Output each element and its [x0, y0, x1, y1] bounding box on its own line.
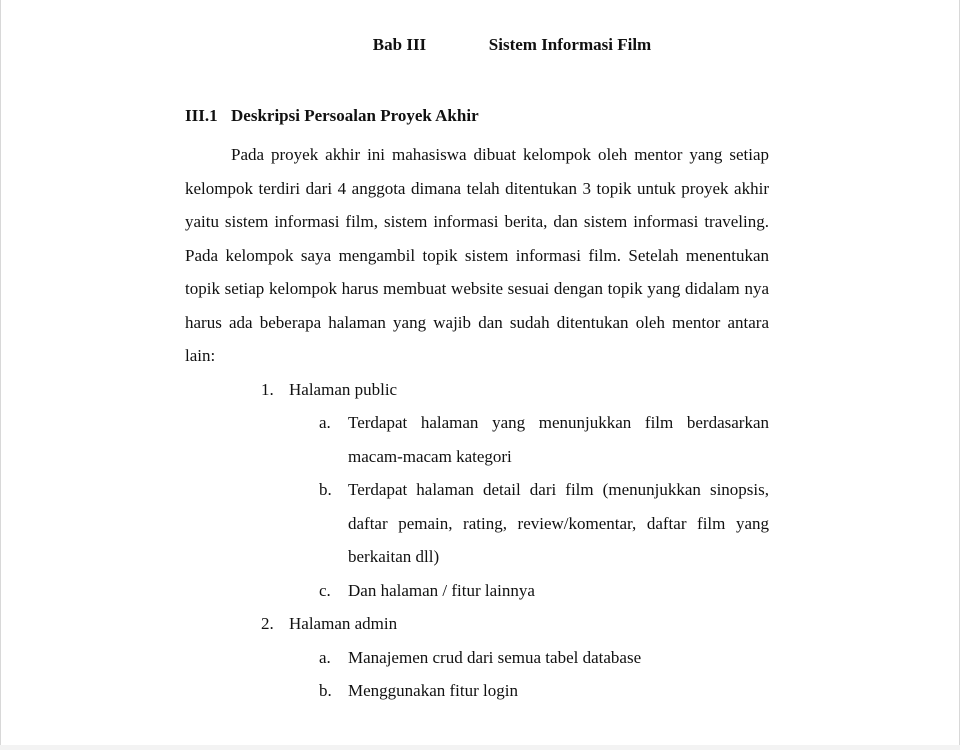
- requirements-list: [185, 373, 769, 708]
- sublist-item: [185, 574, 769, 608]
- list-marker: 1.: [261, 379, 274, 399]
- sublist-item: [185, 641, 769, 675]
- sublist-item-text: Manajemen crud dari semua tabel database: [348, 647, 642, 667]
- section-number: III.1: [185, 106, 218, 125]
- list-marker: 2.: [261, 614, 274, 633]
- page-content: [185, 34, 769, 708]
- sublist-item: [185, 406, 769, 473]
- sublist-marker: a.: [319, 413, 331, 432]
- list-item: [185, 373, 769, 608]
- body-paragraph: Pada proyek akhir ini mahasiswa dibuat kelompok oleh mentor yang setiap kelompok terdiri dari 4 anggota dimana telah ditentukan 3 topik untuk proyek akhir yaitu sistem informasi film, sistem informasi berita, dan sistem informasi traveling. Pada kelompok saya mengambil topik sistem informasi film. Setelah menentukan topik setiap kelompok harus membuat website sesuai dengan topik yang didalam nya harus ada beberapa halaman yang wajib dan sudah ditentukan oleh mentor antara lain:: [185, 145, 769, 365]
- sublist-marker: b.: [319, 480, 332, 499]
- sublist-item: [185, 674, 769, 708]
- chapter-title: Sistem Informasi Film: [488, 35, 652, 54]
- sublist-marker: b.: [319, 681, 332, 700]
- section-title: Deskripsi Persoalan Proyek Akhir: [231, 106, 479, 125]
- sublist-item-text: Dan halaman / fitur lainnya: [348, 580, 535, 600]
- sublist-marker: a.: [319, 647, 331, 667]
- sublist: [185, 641, 769, 708]
- list-item-label: Halaman admin: [289, 614, 398, 633]
- sublist-item-text: Menggunakan fitur login: [348, 681, 518, 700]
- sublist-item-text: Terdapat halaman yang menunjukkan film berdasarkan macam-macam kategori: [348, 413, 769, 466]
- sublist-item: [185, 473, 769, 574]
- sublist: [185, 406, 769, 607]
- list-item-label: Halaman public: [289, 379, 398, 399]
- section-heading: [185, 105, 769, 127]
- chapter-number: Bab III: [372, 35, 427, 54]
- sublist-item-text: Terdapat halaman detail dari film (menunjukkan sinopsis, daftar pemain, rating, review/komentar, daftar film yang berkaitan dll): [348, 480, 769, 566]
- chapter-heading: [255, 34, 769, 56]
- list-item: [185, 607, 769, 708]
- sublist-marker: c.: [319, 580, 331, 600]
